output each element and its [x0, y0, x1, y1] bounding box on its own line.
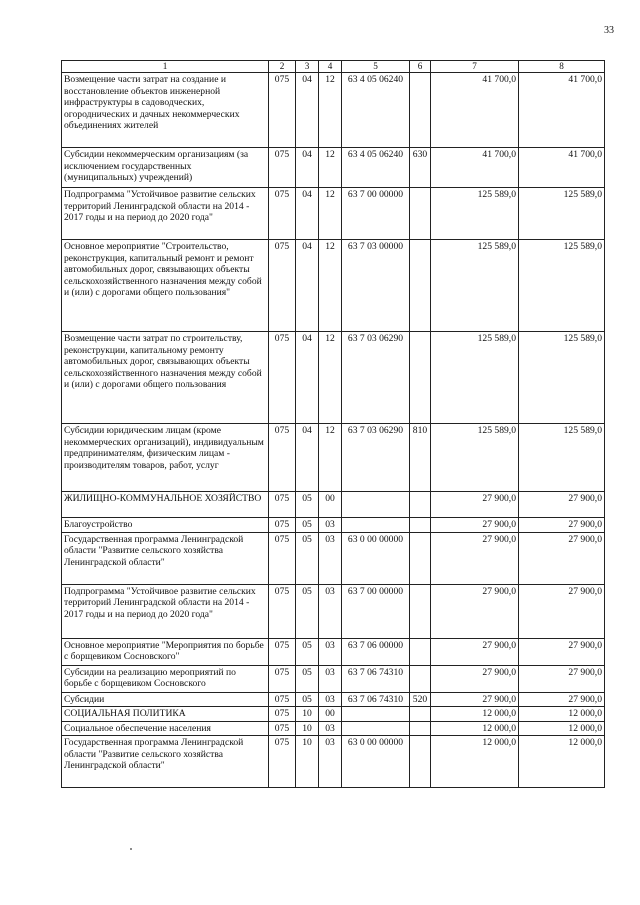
cell-amount-7: 125 589,0	[431, 332, 519, 424]
cell-target	[342, 707, 410, 722]
header-cell: 7	[431, 61, 519, 73]
cell-type	[410, 736, 431, 788]
table-row	[62, 424, 605, 492]
row-name: Основное мероприятие "Мероприятия по борьбе с борщевиком Сосновского"	[62, 638, 269, 665]
cell-type	[410, 638, 431, 665]
cell-amount-7: 125 589,0	[431, 240, 519, 332]
cell-admin: 075	[269, 532, 296, 584]
header-cell: 8	[519, 61, 605, 73]
cell-admin: 075	[269, 721, 296, 736]
cell-section: 04	[296, 424, 319, 492]
cell-admin: 075	[269, 148, 296, 188]
cell-section: 04	[296, 73, 319, 148]
cell-type	[410, 721, 431, 736]
row-name: Подпрограмма "Устойчивое развитие сельских территорий Ленинградской области на 2014 - 2017 годы и на период до 2020 года"	[62, 584, 269, 638]
cell-subsection: 12	[319, 424, 342, 492]
row-name: Социальное обеспечение населения	[62, 721, 269, 736]
cell-target: 63 7 03 06290	[342, 424, 410, 492]
cell-type	[410, 584, 431, 638]
cell-subsection: 03	[319, 532, 342, 584]
table-row	[62, 707, 605, 722]
cell-amount-7: 27 900,0	[431, 518, 519, 533]
scan-mark	[130, 848, 132, 850]
table-row	[62, 518, 605, 533]
cell-amount-8: 41 700,0	[519, 148, 605, 188]
cell-type	[410, 332, 431, 424]
cell-type: 520	[410, 692, 431, 707]
cell-amount-8: 125 589,0	[519, 332, 605, 424]
cell-admin: 075	[269, 332, 296, 424]
cell-amount-7: 41 700,0	[431, 73, 519, 148]
cell-amount-7: 125 589,0	[431, 188, 519, 240]
cell-section: 05	[296, 638, 319, 665]
table-row	[62, 721, 605, 736]
cell-amount-7: 125 589,0	[431, 424, 519, 492]
header-row	[62, 61, 605, 73]
cell-amount-8: 12 000,0	[519, 721, 605, 736]
cell-section: 05	[296, 518, 319, 533]
page-number: 33	[604, 25, 614, 36]
cell-section: 05	[296, 692, 319, 707]
row-name: Возмещение части затрат на создание и восстановление объектов инженерной инфраструктуры в садоводческих, огороднических и дачных некоммерческих объединениях жителей	[62, 73, 269, 148]
cell-subsection: 12	[319, 148, 342, 188]
table-row	[62, 584, 605, 638]
cell-admin: 075	[269, 584, 296, 638]
header-cell: 6	[410, 61, 431, 73]
cell-subsection: 03	[319, 692, 342, 707]
cell-subsection: 12	[319, 188, 342, 240]
cell-admin: 075	[269, 692, 296, 707]
cell-section: 04	[296, 188, 319, 240]
cell-subsection: 12	[319, 240, 342, 332]
cell-amount-8: 12 000,0	[519, 736, 605, 788]
cell-section: 05	[296, 665, 319, 692]
cell-target: 63 7 03 00000	[342, 240, 410, 332]
cell-type	[410, 532, 431, 584]
header-cell: 4	[319, 61, 342, 73]
row-name: Благоустройство	[62, 518, 269, 533]
cell-amount-8: 27 900,0	[519, 665, 605, 692]
cell-type	[410, 518, 431, 533]
cell-admin: 075	[269, 665, 296, 692]
header-cell: 1	[62, 61, 269, 73]
table-row	[62, 240, 605, 332]
cell-subsection: 03	[319, 518, 342, 533]
table-row	[62, 638, 605, 665]
cell-target: 63 7 00 00000	[342, 584, 410, 638]
cell-target: 63 7 06 74310	[342, 665, 410, 692]
cell-type	[410, 240, 431, 332]
cell-section: 10	[296, 736, 319, 788]
cell-amount-7: 41 700,0	[431, 148, 519, 188]
cell-amount-8: 125 589,0	[519, 240, 605, 332]
cell-section: 04	[296, 240, 319, 332]
cell-amount-8: 27 900,0	[519, 492, 605, 518]
cell-subsection: 03	[319, 665, 342, 692]
row-name: Субсидии на реализацию мероприятий по борьбе с борщевиком Сосновского	[62, 665, 269, 692]
cell-subsection: 00	[319, 707, 342, 722]
cell-subsection: 12	[319, 73, 342, 148]
cell-type: 630	[410, 148, 431, 188]
cell-subsection: 03	[319, 721, 342, 736]
cell-subsection: 00	[319, 492, 342, 518]
cell-subsection: 03	[319, 736, 342, 788]
cell-section: 05	[296, 584, 319, 638]
cell-amount-7: 12 000,0	[431, 721, 519, 736]
table-row	[62, 332, 605, 424]
row-name: Государственная программа Ленинградской области "Развитие сельского хозяйства Ленинградской области"	[62, 532, 269, 584]
cell-amount-7: 27 900,0	[431, 638, 519, 665]
cell-amount-7: 27 900,0	[431, 665, 519, 692]
cell-amount-8: 12 000,0	[519, 707, 605, 722]
row-name: Возмещение части затрат по строительству, реконструкции, капитальному ремонту автомобильных дорог, связывающих объекты сельскохозяйственного назначения между собой и (или) с дорогами общего пользования	[62, 332, 269, 424]
cell-type	[410, 492, 431, 518]
row-name: Подпрограмма "Устойчивое развитие сельских территорий Ленинградской области на 2014 - 2017 годы и на период до 2020 года"	[62, 188, 269, 240]
cell-target: 63 4 05 06240	[342, 148, 410, 188]
cell-target: 63 7 06 00000	[342, 638, 410, 665]
cell-amount-7: 27 900,0	[431, 584, 519, 638]
table-row	[62, 492, 605, 518]
row-name: Субсидии	[62, 692, 269, 707]
cell-admin: 075	[269, 188, 296, 240]
cell-amount-7: 12 000,0	[431, 736, 519, 788]
cell-target: 63 4 05 06240	[342, 73, 410, 148]
budget-table	[61, 60, 605, 788]
cell-type	[410, 188, 431, 240]
row-name: СОЦИАЛЬНАЯ ПОЛИТИКА	[62, 707, 269, 722]
cell-type	[410, 665, 431, 692]
table-row	[62, 73, 605, 148]
cell-section: 10	[296, 721, 319, 736]
cell-amount-8: 41 700,0	[519, 73, 605, 148]
cell-amount-7: 27 900,0	[431, 532, 519, 584]
header-cell: 2	[269, 61, 296, 73]
cell-section: 04	[296, 332, 319, 424]
row-name: ЖИЛИЩНО-КОММУНАЛЬНОЕ ХОЗЯЙСТВО	[62, 492, 269, 518]
cell-type	[410, 707, 431, 722]
cell-type	[410, 73, 431, 148]
cell-admin: 075	[269, 707, 296, 722]
cell-target: 63 7 00 00000	[342, 188, 410, 240]
cell-subsection: 12	[319, 332, 342, 424]
table-row	[62, 665, 605, 692]
cell-target: 63 0 00 00000	[342, 532, 410, 584]
cell-subsection: 03	[319, 584, 342, 638]
cell-amount-7: 27 900,0	[431, 492, 519, 518]
row-name: Основное мероприятие "Строительство, реконструкция, капитальный ремонт и ремонт автомобильных дорог, связывающих объекты сельскохозяйственного назначения между собой и (или) с дорогами общего пользования"	[62, 240, 269, 332]
cell-amount-7: 12 000,0	[431, 707, 519, 722]
row-name: Субсидии некоммерческим организациям (за исключением государственных (муниципальных) учреждений)	[62, 148, 269, 188]
header-cell: 3	[296, 61, 319, 73]
cell-amount-8: 27 900,0	[519, 584, 605, 638]
cell-admin: 075	[269, 518, 296, 533]
cell-amount-7: 27 900,0	[431, 692, 519, 707]
cell-admin: 075	[269, 240, 296, 332]
cell-amount-8: 27 900,0	[519, 638, 605, 665]
cell-target	[342, 721, 410, 736]
cell-admin: 075	[269, 492, 296, 518]
cell-target	[342, 518, 410, 533]
table-row	[62, 148, 605, 188]
cell-section: 10	[296, 707, 319, 722]
row-name: Государственная программа Ленинградской области "Развитие сельского хозяйства Ленинградской области"	[62, 736, 269, 788]
cell-section: 05	[296, 532, 319, 584]
cell-amount-8: 27 900,0	[519, 518, 605, 533]
cell-amount-8: 27 900,0	[519, 532, 605, 584]
cell-target: 63 0 00 00000	[342, 736, 410, 788]
cell-section: 05	[296, 492, 319, 518]
cell-subsection: 03	[319, 638, 342, 665]
row-name: Субсидии юридическим лицам (кроме некоммерческих организаций), индивидуальным предпринимателям, физическим лицам - производителям товаров, работ, услуг	[62, 424, 269, 492]
cell-amount-8: 27 900,0	[519, 692, 605, 707]
cell-amount-8: 125 589,0	[519, 188, 605, 240]
header-cell: 5	[342, 61, 410, 73]
cell-target: 63 7 06 74310	[342, 692, 410, 707]
table-row	[62, 532, 605, 584]
table-row	[62, 188, 605, 240]
cell-section: 04	[296, 148, 319, 188]
cell-amount-8: 125 589,0	[519, 424, 605, 492]
cell-admin: 075	[269, 73, 296, 148]
cell-admin: 075	[269, 424, 296, 492]
table-row	[62, 736, 605, 788]
table-row	[62, 692, 605, 707]
cell-admin: 075	[269, 638, 296, 665]
cell-admin: 075	[269, 736, 296, 788]
cell-target	[342, 492, 410, 518]
cell-type: 810	[410, 424, 431, 492]
cell-target: 63 7 03 06290	[342, 332, 410, 424]
